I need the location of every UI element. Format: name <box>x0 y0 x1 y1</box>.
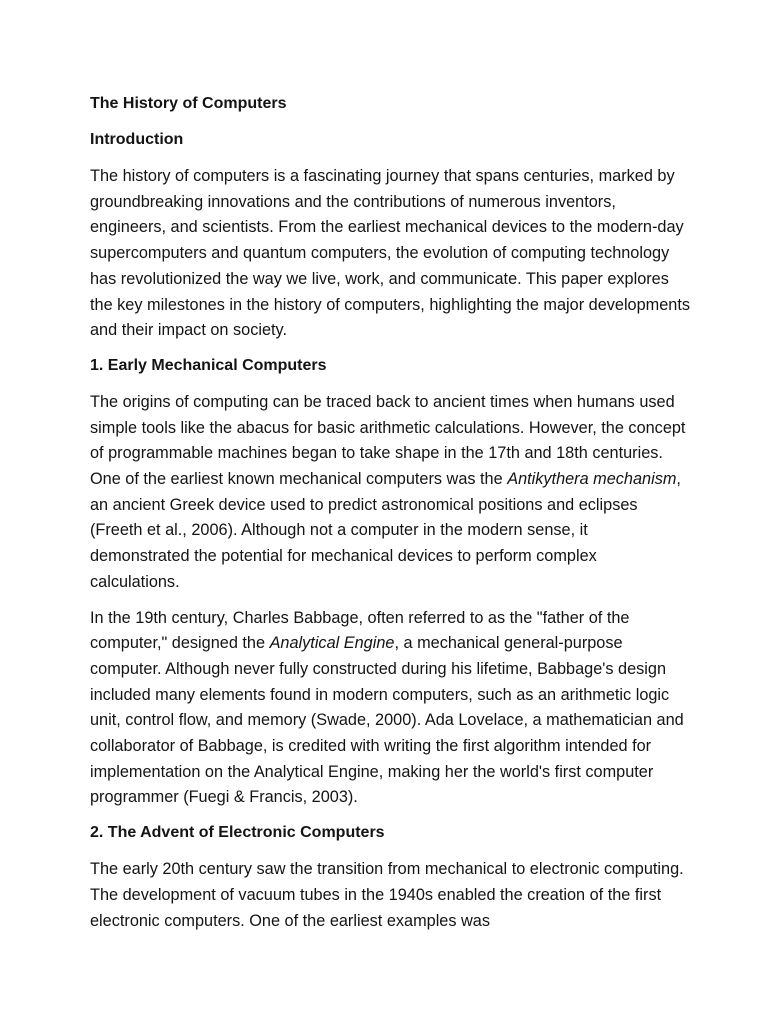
section-2-paragraph-1: The early 20th century saw the transition from mechanical to electronic computing. The development of vacuum tubes in the 1940s enabled the creation of the first electronic computers. One of the earliest examples was <box>90 860 684 930</box>
analytical-engine-term: Analytical Engine <box>269 634 395 653</box>
section-1-paragraph-2 <box>90 606 690 812</box>
document-page <box>90 92 690 944</box>
section-1-paragraph-2-text-b: , a mechanical general-purpose computer. Although never fully constructed during his lifetime, Babbage's design included many elements found in modern computers, such as an arithmetic logic unit, control flow, and memory (Swade, 2000). Ada Lovelace, a mathematician and collaborator of Babbage, is credited with writing the first algorithm intended for implementation on the Analytical Engine, making her the world's first computer programmer (Fuegi & Francis, 2003). <box>90 634 684 807</box>
introduction-heading: Introduction <box>90 131 184 148</box>
introduction-paragraph: The history of computers is a fascinating journey that spans centuries, marked by groundbreaking innovations and the contributions of numerous inventors, engineers, and scientists. From the earliest mechanical devices to the modern-day supercomputers and quantum computers, the evolution of computing technology has revolutionized the way we live, work, and communicate. This paper explores the key milestones in the history of computers, highlighting the major developments and their impact on society. <box>90 167 691 340</box>
section-1-heading: 1. Early Mechanical Computers <box>90 356 327 374</box>
section-1-paragraph-2-text-a: In the 19th century, Charles Babbage, often referred to as the "father of the computer," designed the <box>90 608 630 653</box>
antikythera-mechanism-term: Antikythera mechanism <box>507 470 677 489</box>
section-1-paragraph-1 <box>90 390 690 596</box>
document-title: The History of Computers <box>90 95 287 112</box>
section-1-paragraph-1-text-a: The origins of computing can be traced back to ancient times when humans used simple tools like the abacus for basic arithmetic calculations. However, the concept of programmable machines began to take shape in the 17th and 18th centuries. One of the earliest known mechanical computers was the <box>90 392 686 489</box>
section-1-paragraph-1-text-b: , an ancient Greek device used to predict astronomical positions and eclipses (Freeth et al., 2006). Although not a computer in the modern sense, it demonstrated the potential for mechanical devices to perform complex calculations. <box>90 470 681 591</box>
section-2-heading: 2. The Advent of Electronic Computers <box>90 824 385 842</box>
